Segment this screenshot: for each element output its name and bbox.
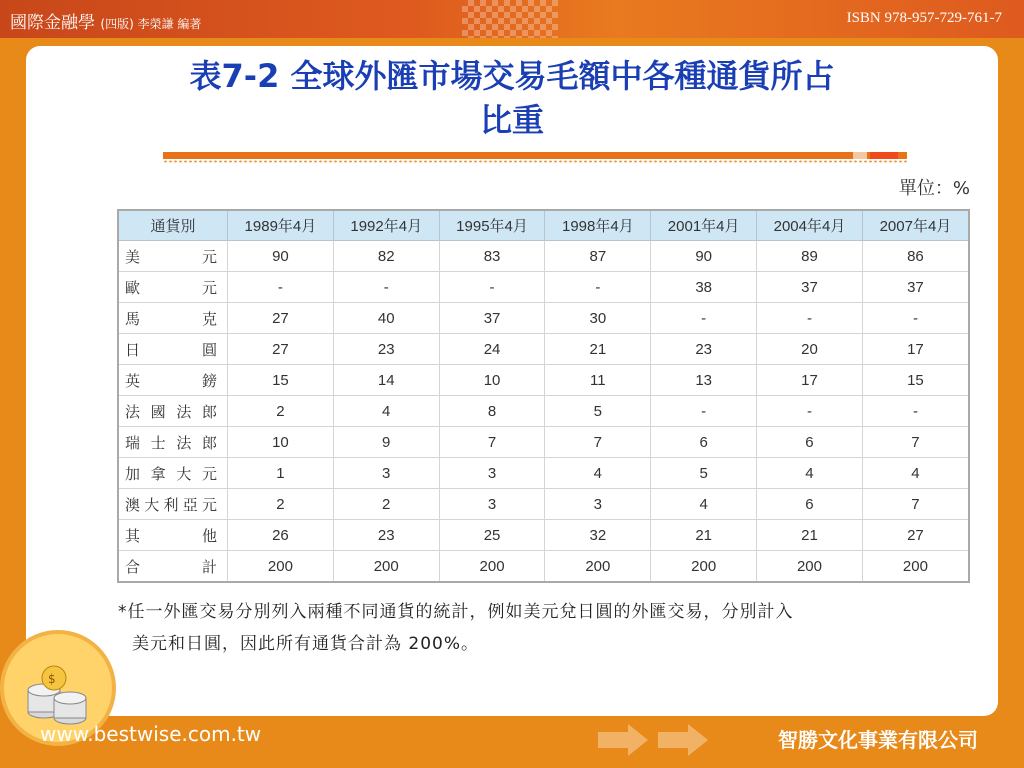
publisher-name: 智勝文化事業有限公司 [778, 728, 978, 752]
row-label: 加拿大元 [118, 458, 228, 489]
table-cell: 8 [439, 396, 545, 427]
table-cell: - [228, 272, 334, 303]
table-cell: - [862, 303, 969, 334]
table-cell: 13 [651, 365, 757, 396]
table-row [118, 272, 969, 303]
table-cell: 37 [862, 272, 969, 303]
table-cell: 5 [545, 396, 651, 427]
table-cell: 4 [333, 396, 439, 427]
table-row [118, 427, 969, 458]
table-cell: - [757, 396, 863, 427]
table-cell: 40 [333, 303, 439, 334]
row-label: 瑞士法郎 [118, 427, 228, 458]
table-row [118, 489, 969, 520]
table-cell: 90 [228, 241, 334, 272]
table-cell: 2 [333, 489, 439, 520]
divider-accent [870, 152, 898, 159]
row-label: 歐元 [118, 272, 228, 303]
table-cell: 7 [862, 427, 969, 458]
table-cell: 2 [228, 489, 334, 520]
table-cell: 10 [439, 365, 545, 396]
table-cell: 37 [757, 272, 863, 303]
table-cell: 4 [651, 489, 757, 520]
title-divider [163, 152, 907, 159]
footnote-line2: 美元和日圓，因此所有通貨合計為 200%。 [132, 634, 480, 654]
table-row [118, 458, 969, 489]
table-cell: 89 [757, 241, 863, 272]
table-cell: 5 [651, 458, 757, 489]
table-cell: - [757, 303, 863, 334]
table-cell: 17 [862, 334, 969, 365]
table-cell: - [545, 272, 651, 303]
top-banner [0, 0, 1024, 38]
table-cell: 37 [439, 303, 545, 334]
table-cell: 21 [757, 520, 863, 551]
table-cell: 3 [439, 458, 545, 489]
table-cell: 27 [228, 303, 334, 334]
table-cell: - [439, 272, 545, 303]
table-cell: 3 [333, 458, 439, 489]
slide-title-line2: 比重 [479, 101, 544, 139]
table-cell: - [651, 396, 757, 427]
table-cell: 24 [439, 334, 545, 365]
banner-pattern [462, 0, 558, 38]
unit-label: 單位：% [898, 178, 970, 199]
row-label: 馬克 [118, 303, 228, 334]
table-row [118, 396, 969, 427]
column-header: 1992年4月 [333, 210, 439, 241]
table-cell: 21 [545, 334, 651, 365]
column-header: 1989年4月 [228, 210, 334, 241]
book-edition: (四版) 李榮謙 編著 [100, 17, 202, 31]
table-cell: 23 [651, 334, 757, 365]
website-url: www.bestwise.com.tw [40, 722, 262, 746]
column-header: 1995年4月 [439, 210, 545, 241]
slide-title [40, 54, 984, 142]
table-cell: 30 [545, 303, 651, 334]
row-label: 法國法郎 [118, 396, 228, 427]
row-label: 英鎊 [118, 365, 228, 396]
table-cell: 25 [439, 520, 545, 551]
table-row [118, 520, 969, 551]
chevron-arrows-icon [598, 720, 718, 760]
table-header-row [118, 210, 969, 241]
table-cell: 2 [228, 396, 334, 427]
table-cell: 27 [862, 520, 969, 551]
table-cell: 82 [333, 241, 439, 272]
title-divider-dots [163, 160, 907, 163]
row-label: 美元 [118, 241, 228, 272]
table-cell: 200 [651, 551, 757, 583]
table-cell: - [333, 272, 439, 303]
currency-share-table [117, 209, 970, 583]
table-cell: 200 [439, 551, 545, 583]
table-cell: 11 [545, 365, 651, 396]
table-cell: 200 [228, 551, 334, 583]
table-cell: 17 [757, 365, 863, 396]
table-cell: 9 [333, 427, 439, 458]
divider-accent [853, 152, 867, 159]
table-cell: 23 [333, 520, 439, 551]
table-cell: 4 [862, 458, 969, 489]
book-title-text: 國際金融學 [10, 13, 95, 33]
table-cell: 14 [333, 365, 439, 396]
row-label: 其他 [118, 520, 228, 551]
table-cell: 6 [757, 427, 863, 458]
table-cell: 7 [862, 489, 969, 520]
slide-title-line1: 表7-2 全球外匯市場交易毛額中各種通貨所占 [189, 57, 835, 95]
table-cell: 3 [439, 489, 545, 520]
table-cell: 87 [545, 241, 651, 272]
column-header: 2004年4月 [757, 210, 863, 241]
column-header-currency: 通貨別 [118, 210, 228, 241]
table-cell: 10 [228, 427, 334, 458]
table-cell: 20 [757, 334, 863, 365]
table-cell: 7 [439, 427, 545, 458]
row-label: 合計 [118, 551, 228, 583]
table-cell: 27 [228, 334, 334, 365]
table-cell: - [862, 396, 969, 427]
table-cell: 15 [862, 365, 969, 396]
svg-text:$: $ [48, 672, 56, 686]
column-header: 2001年4月 [651, 210, 757, 241]
table-cell: 200 [333, 551, 439, 583]
table-cell: 32 [545, 520, 651, 551]
isbn-label: ISBN 978-957-729-761-7 [846, 10, 1002, 26]
table-cell: 15 [228, 365, 334, 396]
table-cell: 26 [228, 520, 334, 551]
table-cell: 21 [651, 520, 757, 551]
footnote [118, 596, 978, 660]
table-cell: 4 [545, 458, 651, 489]
table-row [118, 551, 969, 583]
table-cell: 90 [651, 241, 757, 272]
book-title [10, 8, 201, 33]
column-header: 2007年4月 [862, 210, 969, 241]
table-row [118, 365, 969, 396]
table-cell: 7 [545, 427, 651, 458]
table-row [118, 334, 969, 365]
table-cell: 1 [228, 458, 334, 489]
table-cell: 4 [757, 458, 863, 489]
table-cell: 3 [545, 489, 651, 520]
column-header: 1998年4月 [545, 210, 651, 241]
table-cell: 38 [651, 272, 757, 303]
table-cell: 200 [757, 551, 863, 583]
table-cell: - [651, 303, 757, 334]
table-row [118, 303, 969, 334]
row-label: 澳大利亞元 [118, 489, 228, 520]
footnote-line1: *任一外匯交易分別列入兩種不同通貨的統計，例如美元兌日圓的外匯交易，分別計入 [118, 602, 794, 622]
table-cell: 23 [333, 334, 439, 365]
table-row [118, 241, 969, 272]
table-cell: 86 [862, 241, 969, 272]
table-cell: 6 [651, 427, 757, 458]
table-cell: 83 [439, 241, 545, 272]
table-cell: 6 [757, 489, 863, 520]
table-cell: 200 [545, 551, 651, 583]
row-label: 日圓 [118, 334, 228, 365]
table-cell: 200 [862, 551, 969, 583]
